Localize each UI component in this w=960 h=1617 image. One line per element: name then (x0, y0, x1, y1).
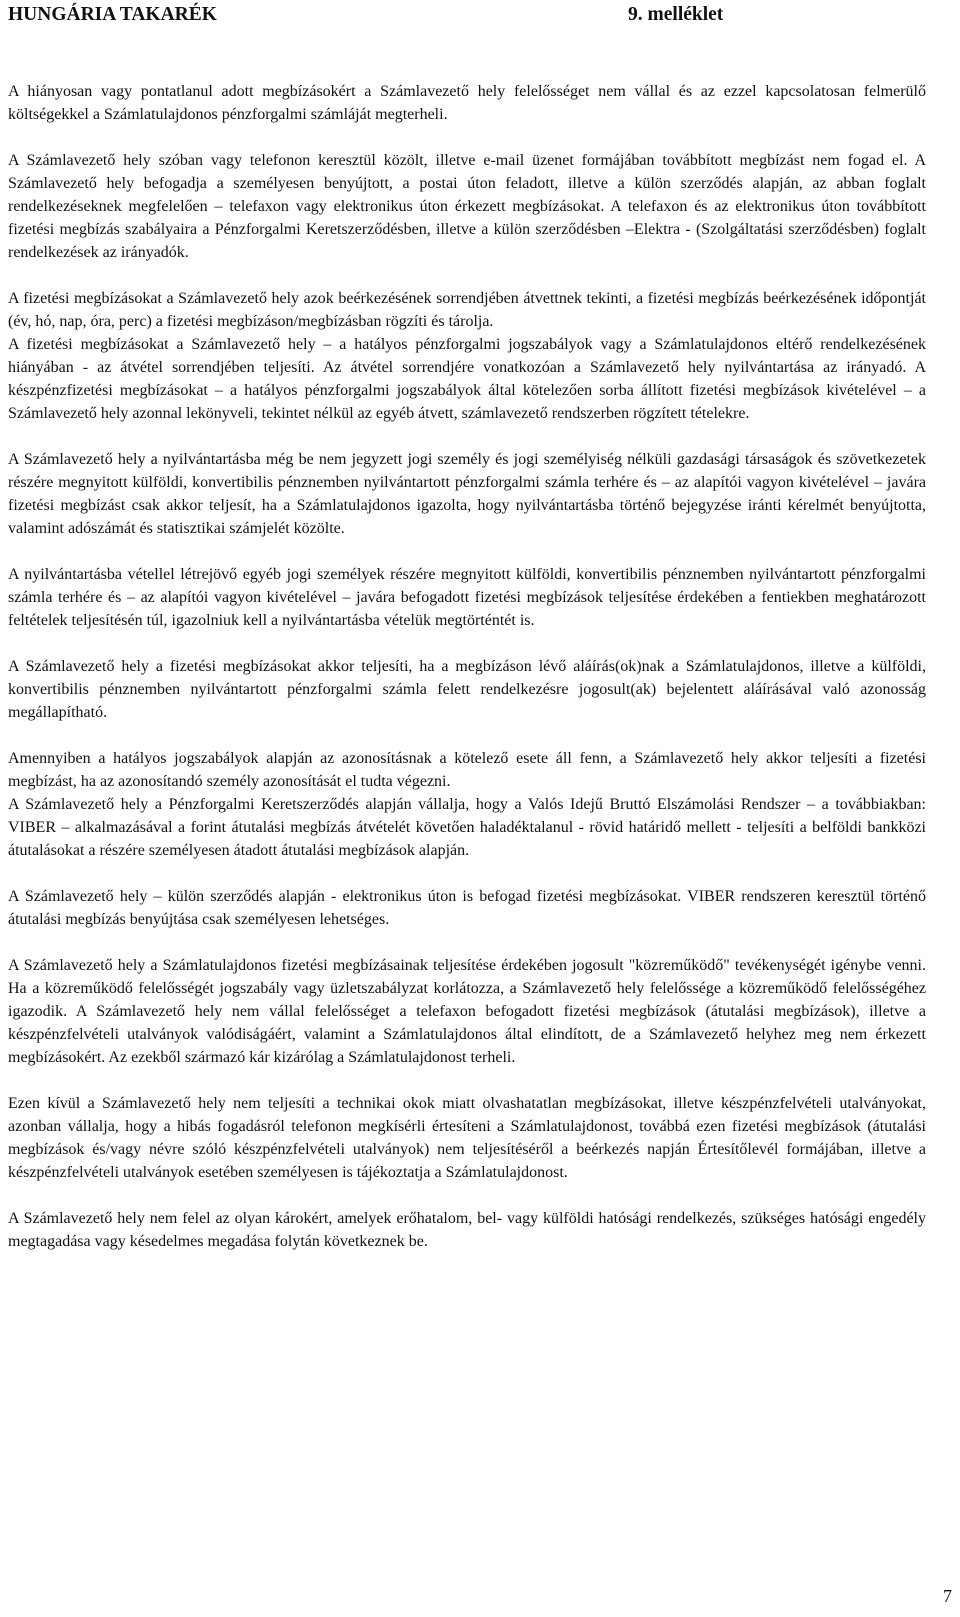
paragraph: A Számlavezető hely szóban vagy telefonon keresztül közölt, illetve e-mail üzenet formájában továbbított megbízást nem fogad el. A Számlavezető hely befogadja a személyesen benyújtott, a postai úton feladott, illetve a külön szerződés alapján, az abban foglalt rendelkezéseknek megfelelően – telefaxon vagy elektronikus úton érkezett megbízásokat. A telefaxon és az elektronikus úton továbbított fizetési megbízás szabályaira a Pénzforgalmi Keretszerződésben, illetve a külön szerződésben –Elektra - (Szolgáltatási szerződésben) foglalt rendelkezések az irányadók. (8, 152, 926, 261)
paragraph: A Számlavezető hely a nyilvántartásba még be nem jegyzett jogi személy és jogi személyiség nélküli gazdasági társaságok és szövetkezetek részére megnyitott külföldi, konvertibilis pénznemben nyilvántartott pénzforgalmi számla terhére és – az alapítói vagyon kivételével – javára fizetési megbízást csak akkor teljesít, ha a Számlatulajdonos igazolta, hogy nyilvántartásba történő bejegyzése iránti kérelmét benyújtotta, valamint adószámát és statisztikai számjelét közölte. (8, 451, 926, 537)
paragraph: A fizetési megbízásokat a Számlavezető hely azok beérkezésének sorrendjében átvettnek tekinti, a fizetési megbízás beérkezésének időpontját (év, hó, nap, óra, perc) a fizetési megbízáson/megbízásban rögzíti és tárolja. (8, 290, 926, 330)
paragraph: A Számlavezető hely a fizetési megbízásokat akkor teljesíti, ha a megbízáson lévő aláírás(ok)nak a Számlatulajdonos, illetve a külföldi, konvertibilis pénznemben nyilvántartott pénzforgalmi számla felett rendelkezésre jogosult(ak) bejelentett aláírásával való azonosság megállapítható. (8, 658, 926, 721)
paragraph: A Számlavezető hely a Pénzforgalmi Keretszerződés alapján vállalja, hogy a Valós Idejű Bruttó Elszámolási Rendszer – a továbbiakban: VIBER – alkalmazásával a forint átutalási megbízás átvételét követően haladéktalanul - rövid határidő mellett - teljesíti a belföldi bankközi átutalásokat a részére személyesen átadott átutalási megbízások alapján. (8, 796, 926, 859)
paragraph: Amennyiben a hatályos jogszabályok alapján az azonosításnak a kötelező esete áll fenn, a Számlavezető hely akkor teljesíti a fizetési megbízást, ha az azonosítandó személy azonosítását el tudta végezni. (8, 750, 926, 790)
paragraph: A Számlavezető hely – külön szerződés alapján - elektronikus úton is befogad fizetési megbízásokat. VIBER rendszeren keresztül történő átutalási megbízás benyújtása csak személyesen lehetséges. (8, 888, 926, 928)
paragraph: Ezen kívül a Számlavezető hely nem teljesíti a technikai okok miatt olvashatatlan megbízásokat, illetve készpénzfelvételi utalványokat, azonban vállalja, hogy a hibás fogadásról telefonon megkísérli értesíteni a Számlatulajdonost, továbbá ezen fizetési megbízások (átutalási megbízások és/vagy névre szóló készpénzfelvételi utalványok) nem teljesítéséről a beérkezés napján Értesítőlevél formájában, illetve a készpénzfelvételi utalványok esetében személyesen is tájékoztatja a Számlatulajdonost. (8, 1095, 926, 1181)
paragraph: A nyilvántartásba vétellel létrejövő egyéb jogi személyek részére megnyitott külföldi, konvertibilis pénznemben nyilvántartott pénzforgalmi számla terhére és – az alapítói vagyon kivételével – javára befogadott fizetési megbízások teljesítése érdekében a fentiekben meghatározott feltételek teljesítésén túl, igazolniuk kell a nyilvántartásba vételük megtörténtét is. (8, 566, 926, 629)
header-annex-label: 9. melléklet (628, 4, 724, 25)
paragraph: A fizetési megbízásokat a Számlavezető hely – a hatályos pénzforgalmi jogszabályok vagy a Számlatulajdonos eltérő rendelkezésének hiányában - az átvétel sorrendjében teljesíti. Az átvétel sorrendjére vonatkozóan a Számlavezető hely nyilvántartása az irányadó. A készpénzfizetési megbízásokat – a hatályos pénzforgalmi jogszabályok által kötelezően sorba állított fizetési megbízások kivételével – a Számlavezető hely azonnal lekönyveli, tekintet nélkül az egyéb átvett, számlavezető rendszerben rögzített tételekre. (8, 336, 926, 422)
document-body (8, 80, 926, 1276)
page-header (8, 4, 952, 28)
header-bank-name: HUNGÁRIA TAKARÉK (8, 4, 217, 25)
page-number: 7 (943, 1586, 952, 1606)
paragraph: A Számlavezető hely nem felel az olyan károkért, amelyek erőhatalom, bel- vagy külföldi hatósági rendelkezés, szükséges hatósági engedély megtagadása vagy késedelmes megadása folytán következnek be. (8, 1210, 926, 1250)
paragraph: A Számlavezető hely a Számlatulajdonos fizetési megbízásainak teljesítése érdekében jogosult "közreműködő" tevékenységét igénybe venni. Ha a közreműködő felelősségét jogszabály vagy üzletszabályzat korlátozza, a Számlavezető hely felelőssége a közreműködő felelősségéhez igazodik. A Számlavezető hely nem vállal felelősséget a telefaxon befogadott fizetési megbízások (átutalási megbízások), illetve a készpénzfelvételi utalványok valódiságáért, valamint a Számlatulajdonos által elindított, de a Számlavezető helyhez meg nem érkezett megbízásokért. Az ezekből származó kár kizárólag a Számlatulajdonost terheli. (8, 957, 926, 1066)
paragraph: A hiányosan vagy pontatlanul adott megbízásokért a Számlavezető hely felelősséget nem vállal és az ezzel kapcsolatosan felmerülő költségekkel a Számlatulajdonos pénzforgalmi számláját megterheli. (8, 83, 926, 123)
